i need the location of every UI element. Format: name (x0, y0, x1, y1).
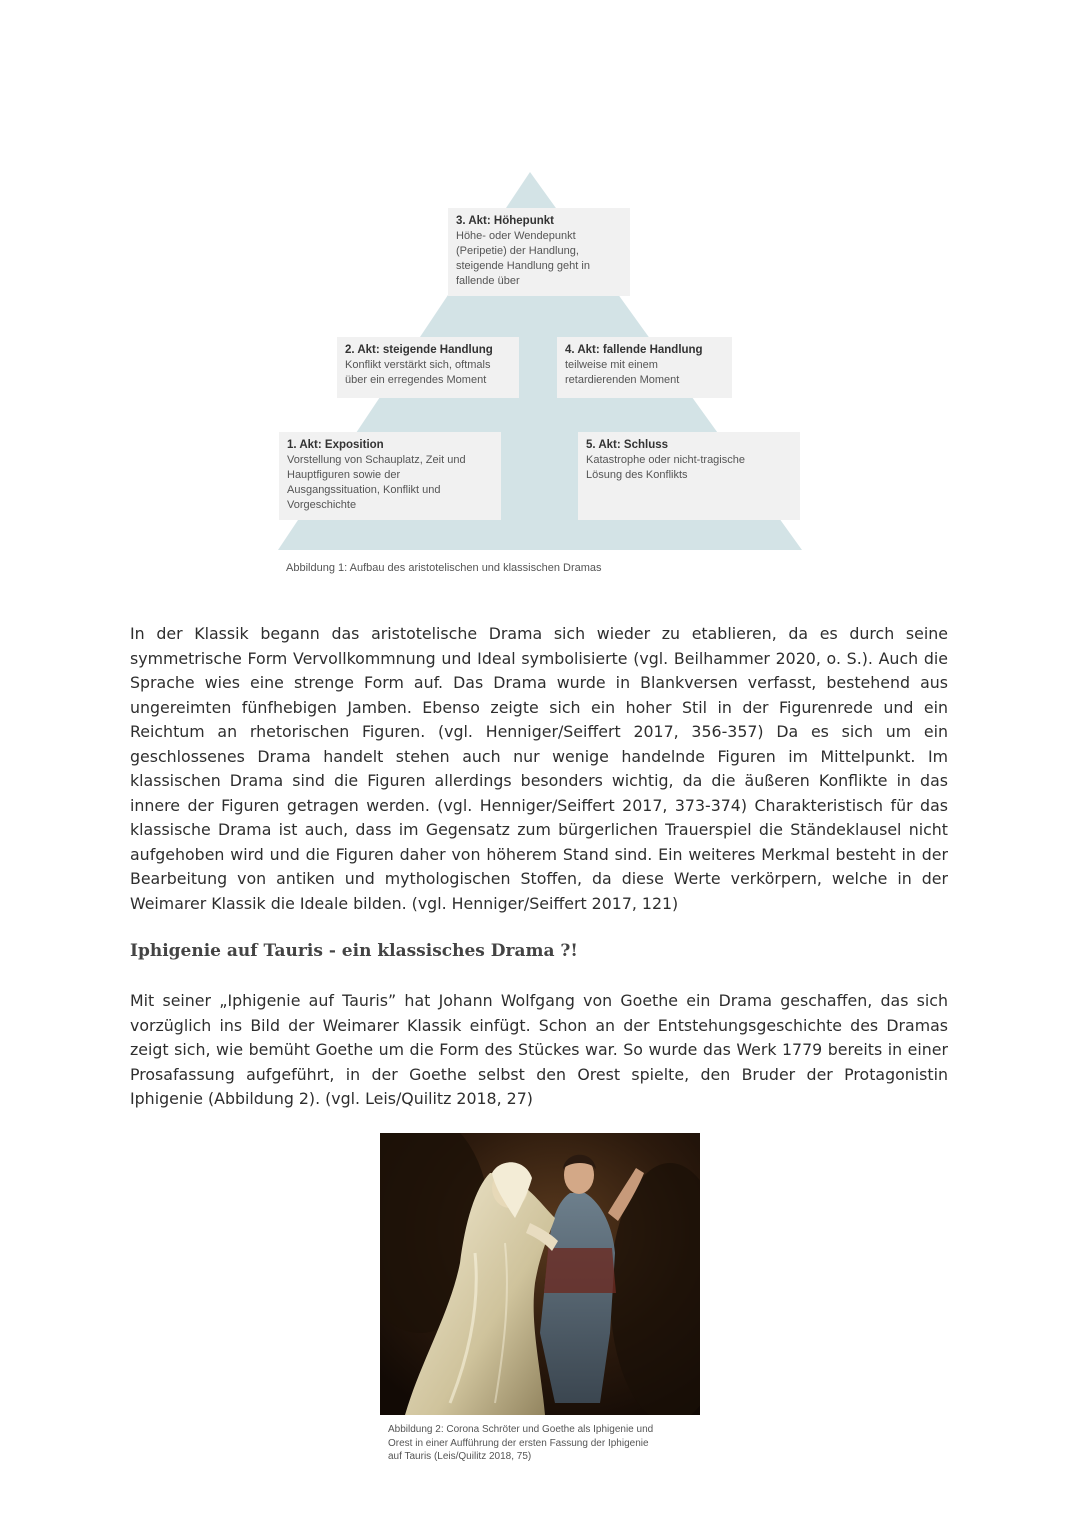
painting-image (380, 1133, 700, 1415)
act-3-box (448, 208, 630, 296)
act-4-title: 4. Akt: fallende Handlung (565, 344, 703, 356)
act-3-line: fallende über (456, 275, 520, 287)
section-heading: Iphigenie auf Tauris - ein klassisches Drama ?! (130, 941, 578, 961)
act-1-line: Vorstellung von Schauplatz, Zeit und (287, 454, 466, 466)
act-4-line: teilweise mit einem (565, 359, 658, 371)
figure-2-caption-line: Abbildung 2: Corona Schröter und Goethe als Iphigenie und (388, 1424, 654, 1435)
act-4-line: retardierenden Moment (565, 374, 680, 386)
act-1-line: Vorgeschichte (287, 499, 357, 511)
act-3-line: Höhe- oder Wendepunkt (456, 230, 576, 242)
figure-1-caption: Abbildung 1: Aufbau des aristotelischen und klassischen Dramas (286, 562, 602, 574)
body-paragraph-1: In der Klassik begann das aristotelische Drama sich wieder zu etablieren, da es durch seine symmetrische Form Vervollkommnung und Ideal symbolisierte (vgl. Beilhammer 2020, o. S.). Auch die Sprache wies eine strenge Form auf. Das Drama wurde in Blankversen verfasst, bestehend aus ungereimten fünfhebigen Jamben. Ebenso zeigte sich ein hoher Stil in der Figurenrede und ein Reichtum an rhetorischen Figuren. (vgl. Henniger/Seiffert 2017, 356-357) Da es sich um ein geschlossenes Drama handelt stehen auch nur wenige handelnde Figuren im Mittelpunkt. Im klassischen Drama sind die Figuren allerdings besonders wichtig, da die äußeren Konflikte in das innere der Figuren getragen werden. (vgl. Henniger/Seiffert 2017, 373-374) Charakteristisch für das klassische Drama ist auch, dass im Gegensatz zum bürgerlichen Trauerspiel die Ständeklausel nicht aufgehoben wird und die Figuren daher von höherem Stand sind. Ein weiteres Merkmal besteht in der Bearbeitung von antiken und mythologischen Stoffen, da diese Werte verkörpern, welche in der Weimarer Klassik die Ideale bilden. (vgl. Henniger/Seiffert 2017, 121) (130, 624, 948, 913)
act-2-title: 2. Akt: steigende Handlung (345, 344, 493, 356)
act-3-title: 3. Akt: Höhepunkt (456, 215, 554, 227)
figure-2-caption-line: auf Tauris (Leis/Quilitz 2018, 75) (388, 1451, 532, 1462)
figure-2-caption (388, 1423, 653, 1464)
act-5-line: Katastrophe oder nicht-tragische (586, 454, 745, 466)
act-1-box (279, 432, 501, 520)
act-4-box (557, 337, 732, 398)
act-5-title: 5. Akt: Schluss (586, 439, 669, 451)
act-1-line: Ausgangssituation, Konflikt und (287, 484, 441, 496)
figure-2-caption-line: Orest in einer Aufführung der ersten Fassung der Iphigenie (388, 1437, 649, 1449)
body-paragraph-2: Mit seiner „Iphigenie auf Tauris” hat Johann Wolfgang von Goethe ein Drama geschaffen, das sich vorzüglich ins Bild der Weimarer Klassik einfügt. Schon an der Entstehungsgeschichte des Dramas zeigt sich, wie bemüht Goethe um die Form des Stückes war. So wurde das Werk 1779 bereits in einer Prosafassung aufgeführt, in der Goethe selbst den Orest spielte, den Bruder der Protagonistin Iphigenie (Abbildung 2). (vgl. Leis/Quilitz 2018, 27) (130, 991, 948, 1108)
act-2-box (337, 337, 519, 398)
act-2-line: über ein erregendes Moment (345, 374, 487, 386)
painting-illustration (380, 1133, 700, 1415)
act-3-line: steigende Handlung geht in (456, 260, 590, 272)
act-2-line: Konflikt verstärkt sich, oftmals (345, 359, 491, 371)
act-1-line: Hauptfiguren sowie der (287, 469, 401, 481)
act-5-line: Lösung des Konflikts (586, 469, 688, 481)
act-5-box (578, 432, 800, 520)
act-1-title: 1. Akt: Exposition (287, 439, 384, 451)
act-3-line: (Peripetie) der Handlung, (456, 245, 579, 257)
